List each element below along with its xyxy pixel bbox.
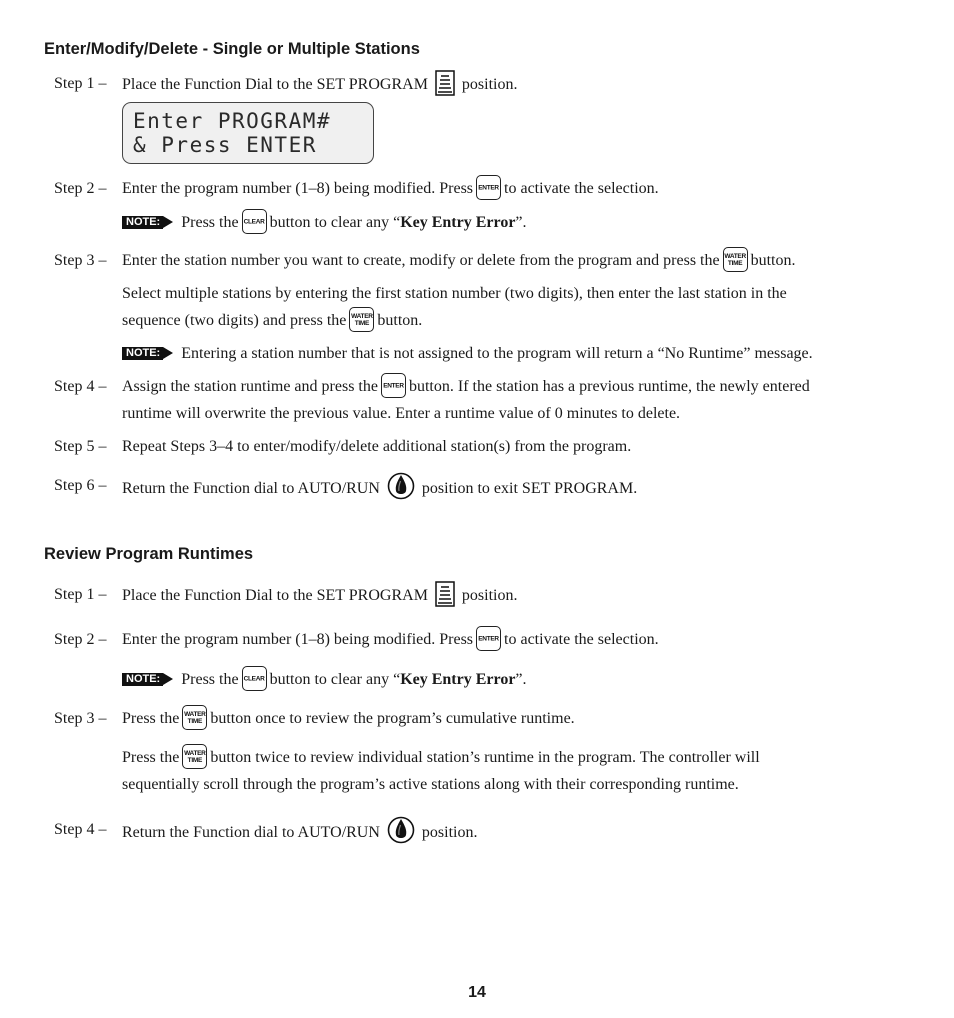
- step-text: position.: [461, 587, 518, 604]
- water-time-key-icon: [349, 307, 374, 332]
- note-text: Press the: [181, 214, 239, 231]
- water-key-label: WATER: [724, 252, 746, 260]
- step-text: Return the Function dial to AUTO/RUN: [122, 824, 380, 841]
- water-time-key-icon: [723, 247, 748, 272]
- step-text: Assign the station runtime and press the: [122, 378, 378, 395]
- step-label: Step 4 –: [54, 378, 107, 395]
- water-key-label: WATER: [351, 312, 373, 320]
- note-bold-text: Key Entry Error: [400, 671, 516, 688]
- s1-step-3-para-line-1: Select multiple stations by entering the first station number (two digits), then enter the last station in the: [122, 285, 787, 302]
- step-text: position.: [421, 824, 478, 841]
- step-text: Repeat Steps 3–4 to enter/modify/delete additional station(s) from the program.: [122, 438, 632, 455]
- enter-key-label: ENTER: [383, 382, 404, 389]
- clear-key-label: CLEAR: [243, 675, 265, 682]
- step-label: Step 5 –: [54, 438, 107, 455]
- step-text: Place the Function Dial to the SET PROGRAM: [122, 76, 428, 93]
- step-text: position.: [461, 76, 518, 93]
- para-text: Press the: [122, 749, 180, 766]
- enter-key-icon: [476, 626, 501, 651]
- enter-key-icon: [381, 373, 406, 398]
- step-text: position to exit SET PROGRAM.: [421, 480, 638, 497]
- lcd-line-1: Enter PROGRAM#: [133, 109, 332, 133]
- time-key-label: TIME: [727, 259, 743, 267]
- page-number: 14: [468, 984, 486, 1001]
- note-badge: NOTE:: [122, 347, 163, 360]
- clear-key-label: CLEAR: [243, 218, 265, 225]
- step-label: Step 2 –: [54, 631, 107, 648]
- water-time-key-icon: [182, 744, 207, 769]
- note-bold-text: Key Entry Error: [400, 214, 516, 231]
- step-text: button once to review the program’s cumulative runtime.: [210, 710, 575, 727]
- step-text: Enter the program number (1–8) being modified. Press: [122, 180, 474, 197]
- note-text: button to clear any “: [269, 671, 401, 688]
- water-key-label: WATER: [184, 749, 206, 757]
- step-text: Press the: [122, 710, 180, 727]
- step-label: Step 3 –: [54, 710, 107, 727]
- step-text: button.: [750, 252, 796, 269]
- lcd-display: [122, 102, 374, 164]
- clear-key-icon: [242, 209, 267, 234]
- step-text: Enter the station number you want to create, modify or delete from the program and press the: [122, 252, 720, 269]
- para-text: button.: [377, 312, 423, 329]
- step-text: to activate the selection.: [504, 180, 659, 197]
- s1-step-4-line-2: runtime will overwrite the previous value. Enter a runtime value of 0 minutes to delete.: [122, 405, 681, 422]
- time-key-label: TIME: [187, 717, 202, 725]
- enter-key-label: ENTER: [478, 635, 499, 642]
- auto-run-dial-icon: [387, 816, 415, 844]
- section-heading-enter-modify-delete: Enter/Modify/Delete - Single or Multiple Stations: [44, 40, 420, 58]
- enter-key-icon: [476, 175, 501, 200]
- step-label: Step 2 –: [54, 180, 107, 197]
- note-text: Entering a station number that is not assigned to the program will return a “No Runtime” message.: [181, 345, 813, 362]
- note-text: ”.: [515, 671, 527, 688]
- time-key-label: TIME: [187, 756, 202, 764]
- step-label: Step 6 –: [54, 477, 107, 494]
- section-heading-review-program-runtimes: Review Program Runtimes: [44, 545, 254, 563]
- note-badge: NOTE:: [122, 673, 163, 686]
- step-label: Step 4 –: [54, 821, 107, 838]
- water-time-key-icon: [182, 705, 207, 730]
- set-program-dial-icon: [435, 581, 455, 607]
- step-text: Place the Function Dial to the SET PROGRAM: [122, 587, 428, 604]
- step-text: button. If the station has a previous runtime, the newly entered: [408, 378, 810, 395]
- step-label: Step 1 –: [54, 75, 107, 92]
- s2-step-3-para-line-1: [122, 744, 760, 771]
- lcd-line-2: & Press ENTER: [133, 133, 317, 157]
- s2-step-3-para-line-2: sequentially scroll through the program’s active stations along with their corresponding runtime.: [122, 776, 739, 793]
- set-program-dial-icon: [435, 70, 455, 96]
- step-text: Return the Function dial to AUTO/RUN: [122, 480, 380, 497]
- step-text: Enter the program number (1–8) being modified. Press: [122, 631, 474, 648]
- s1-step-3-para-line-2: [122, 307, 422, 334]
- note-text: Press the: [181, 671, 239, 688]
- enter-key-label: ENTER: [478, 184, 499, 191]
- step-text: to activate the selection.: [504, 631, 659, 648]
- s1-note-2: [122, 340, 813, 367]
- s1-note-1: [122, 209, 527, 236]
- note-badge: NOTE:: [122, 216, 163, 229]
- s2-note-1: [122, 666, 527, 693]
- step-label: Step 1 –: [54, 586, 107, 603]
- note-text: button to clear any “: [269, 214, 401, 231]
- para-text: sequence (two digits) and press the: [122, 312, 347, 329]
- clear-key-icon: [242, 666, 267, 691]
- auto-run-dial-icon: [387, 472, 415, 500]
- water-key-label: WATER: [184, 710, 206, 718]
- time-key-label: TIME: [354, 319, 370, 327]
- step-label: Step 3 –: [54, 252, 107, 269]
- note-text: ”.: [515, 214, 527, 231]
- para-text: button twice to review individual station’s runtime in the program. The controller will: [210, 749, 760, 766]
